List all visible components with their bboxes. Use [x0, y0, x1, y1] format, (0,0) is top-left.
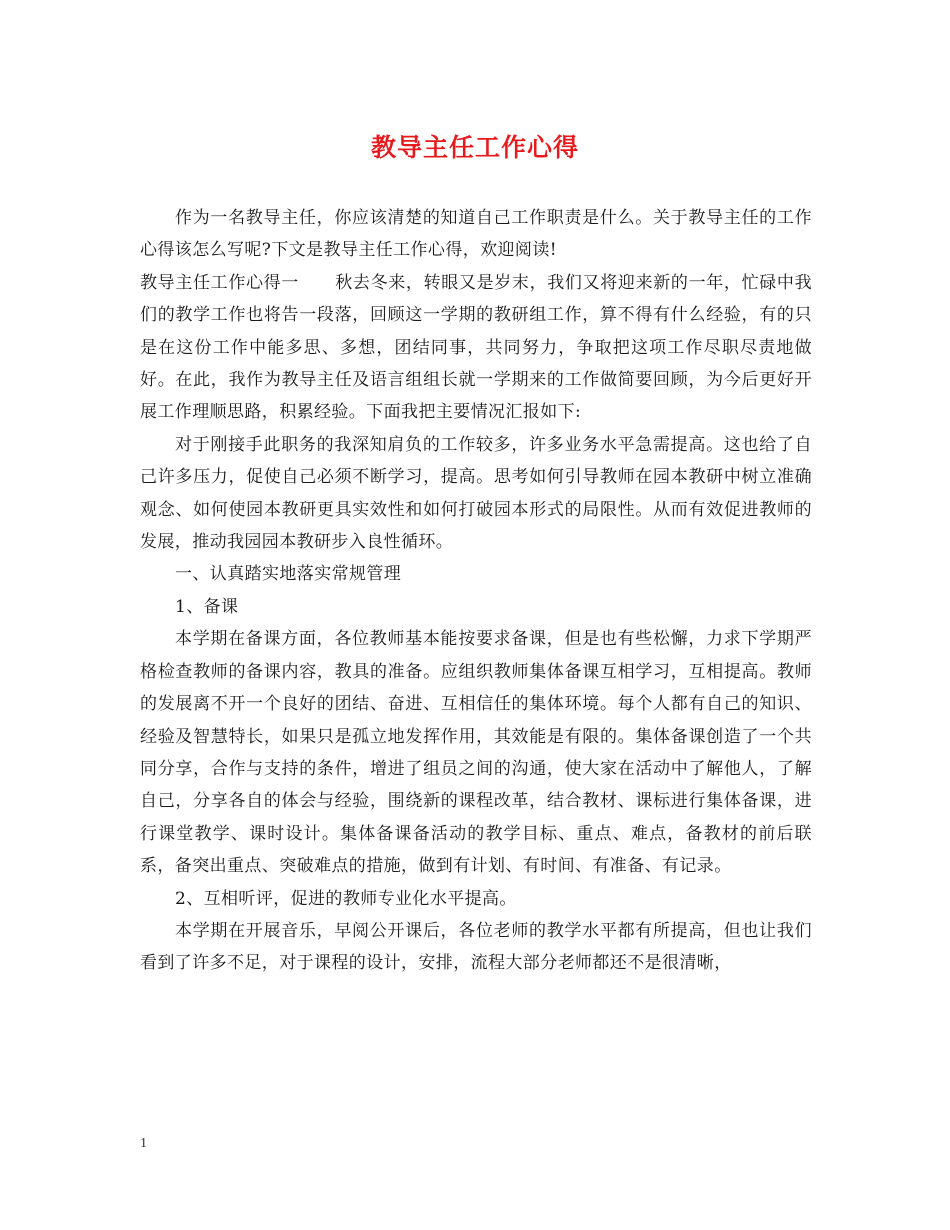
subheading-1: 1、备课 — [175, 596, 239, 617]
section-paragraph — [140, 267, 812, 429]
paragraph-2: 本学期在备课方面，各位教师基本能按要求备课，但是也有些松懈，力求下学期严格检查教师的备课内容，教具的准备。应组织教师集体备课互相学习，互相提高。教师的发展离不开一个良好的团结、奋进、互相信任的集体环境。每个人都有自己的知识、经验及智慧特长，如果只是孤立地发挥作用，其效能是有限的。集体备课创造了一个共同分享，合作与支持的条件，增进了组员之间的沟通，使大家在活动中了解他人，了解自己，分享各自的体会与经验，围绕新的课程改革，结合教材、课标进行集体备课，进行课堂教学、课时设计。集体备课备活动的教学目标、重点、难点，备教材的前后联系，备突出重点、突破难点的措施，做到有计划、有时间、有准备、有记录。 — [140, 629, 812, 877]
section-label: 教导主任工作心得一 — [140, 272, 299, 293]
document-body — [140, 202, 812, 980]
heading-1: 一、认真踏实地落实常规管理 — [175, 564, 402, 585]
subheading-2: 2、互相听评，促进的教师专业化水平提高。 — [175, 888, 517, 909]
section-text: 秋去冬来，转眼又是岁末，我们又将迎来新的一年，忙碌中我们的教学工作也将告一段落，回顾这一学期的教研组工作，算不得有什么经验，有的只是在这份工作中能多思、多想，团结同事，共同努力，争取把这项工作尽职尽责地做好。在此，我作为教导主任及语言组组长就一学期来的工作做简要回顾，为今后更好开展工作理顺思路，积累经验。下面我把主要情况汇报如下: — [140, 272, 812, 423]
paragraph-3: 本学期在开展音乐，早阅公开课后，各位老师的教学水平都有所提高，但也让我们看到了许多不足，对于课程的设计，安排，流程大部分老师都还不是很清晰， — [140, 920, 812, 974]
document-title: 教导主任工作心得 — [370, 133, 579, 162]
intro-paragraph: 作为一名教导主任，你应该清楚的知道自己工作职责是什么。关于教导主任的工作心得该怎么写呢?下文是教导主任工作心得，欢迎阅读! — [140, 208, 812, 261]
paragraph-1: 对于刚接手此职务的我深知肩负的工作较多，许多业务水平急需提高。这也给了自己许多压力，促使自己必须不断学习，提高。思考如何引导教师在园本教研中树立准确观念、如何使园本教研更具实效性和如何打破园本形式的局限性。从而有效促进教师的发展，推动我园园本教研步入良性循环。 — [140, 434, 812, 553]
page-number: 1 — [140, 1136, 147, 1151]
